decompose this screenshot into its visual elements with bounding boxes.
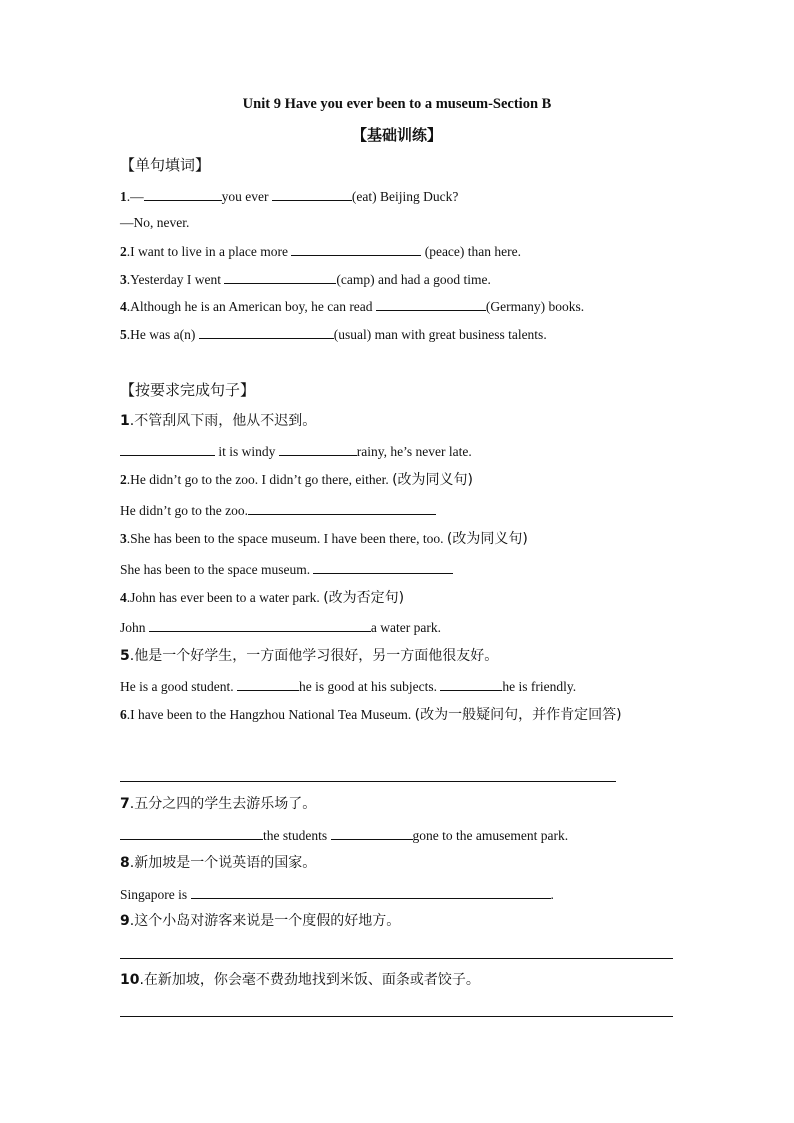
- answer-blank[interactable]: [199, 325, 334, 339]
- question-number: 9: [120, 913, 130, 929]
- answer-blank[interactable]: [120, 826, 263, 840]
- question-2-6-prompt: [120, 700, 680, 730]
- answer-blank[interactable]: [291, 242, 421, 256]
- page-title: Unit 9 Have you ever been to a museum-Section B: [242, 96, 552, 112]
- answer-blank[interactable]: [224, 270, 336, 284]
- question-number: 3: [120, 531, 127, 546]
- question-text: he is friendly.: [502, 679, 577, 694]
- question-2-8-prompt: [120, 854, 316, 872]
- question-number: 7: [120, 796, 130, 812]
- question-text: he is good at his subjects.: [299, 679, 441, 694]
- question-text: He is a good student.: [120, 679, 237, 694]
- answer-blank[interactable]: [331, 826, 413, 840]
- question-instruction: (改为同义句): [446, 531, 528, 547]
- answer-blank[interactable]: [237, 677, 299, 691]
- question-number: 3: [120, 272, 127, 287]
- question-text: .—: [126, 189, 144, 204]
- question-2-3-prompt: [120, 530, 528, 548]
- question-2-2-prompt: [120, 471, 473, 489]
- question-number: 1: [120, 413, 130, 429]
- question-text: .在新加坡，你会毫不费劲地找到米饭、面条或者饺子。: [139, 972, 480, 988]
- question-text: (usual) man with great business talents.: [333, 327, 547, 342]
- question-instruction: (改为同义句): [392, 472, 474, 488]
- question-1-1-reply: —No, never.: [120, 215, 190, 230]
- answer-line[interactable]: [120, 781, 616, 782]
- question-number: 5: [120, 648, 130, 664]
- section-heading-fill-words: 【单句填词】: [120, 156, 211, 174]
- question-instruction: (改为否定句): [323, 590, 405, 606]
- question-text: a water park.: [370, 620, 441, 635]
- page-subtitle: 【基础训练】: [351, 126, 442, 144]
- question-text: .五分之四的学生去游乐场了。: [129, 796, 317, 812]
- answer-blank[interactable]: [144, 187, 222, 201]
- answer-blank[interactable]: [376, 297, 486, 311]
- question-2-1-prompt: [120, 412, 316, 430]
- question-text: .She has been to the space museum. I have been there, too.: [126, 531, 447, 546]
- question-2-2-answer: [120, 501, 436, 520]
- question-number: 8: [120, 855, 130, 871]
- question-2-4-answer: [120, 618, 441, 637]
- question-text: She has been to the space museum.: [120, 562, 314, 577]
- question-2-9-prompt: [120, 912, 400, 930]
- answer-blank[interactable]: [313, 560, 453, 574]
- answer-blank[interactable]: [272, 187, 352, 201]
- section-heading-complete-sentences: 【按要求完成句子】: [120, 381, 256, 399]
- question-text: (eat) Beijing Duck?: [351, 189, 459, 204]
- question-2-3-answer: [120, 560, 453, 579]
- question-text: gone to the amusement park.: [412, 828, 569, 843]
- question-number: 4: [120, 590, 127, 605]
- question-text: .新加坡是一个说英语的国家。: [129, 855, 317, 871]
- question-1-5: [120, 325, 547, 344]
- answer-blank[interactable]: [279, 442, 357, 456]
- question-2-10-prompt: [120, 971, 480, 989]
- question-1-4: [120, 297, 584, 316]
- answer-blank[interactable]: [248, 501, 436, 515]
- question-1-2: [120, 242, 521, 261]
- question-1-3: [120, 270, 491, 289]
- answer-line[interactable]: [120, 958, 673, 959]
- question-number: 5: [120, 327, 127, 342]
- question-text: Singapore is: [120, 887, 191, 902]
- answer-blank[interactable]: [120, 442, 215, 456]
- question-text: you ever: [221, 189, 272, 204]
- answer-blank[interactable]: [191, 885, 551, 899]
- question-text: .I have been to the Hangzhou National Tea Museum.: [126, 707, 415, 722]
- question-text: .这个小岛对游客来说是一个度假的好地方。: [129, 913, 401, 929]
- question-1-1: [120, 187, 458, 206]
- question-number: 6: [120, 707, 127, 722]
- question-2-8-answer: [120, 885, 554, 904]
- question-text: .不管刮风下雨，他从不迟到。: [129, 413, 317, 429]
- question-2-5-prompt: [120, 647, 498, 665]
- question-number: 2: [120, 244, 127, 259]
- question-text: .He was a(n): [126, 327, 199, 342]
- question-text: rainy, he’s never late.: [356, 444, 472, 459]
- question-number: 10: [120, 972, 140, 988]
- question-2-5-answer: [120, 677, 576, 696]
- question-text: the students: [263, 828, 331, 843]
- question-2-4-prompt: [120, 589, 404, 607]
- answer-blank[interactable]: [149, 618, 371, 632]
- question-text: .John has ever been to a water park.: [126, 590, 324, 605]
- question-number: 2: [120, 472, 127, 487]
- question-text: John: [120, 620, 149, 635]
- question-text: .他是一个好学生，一方面他学习很好，另一方面他很友好。: [129, 648, 499, 664]
- question-text: .He didn’t go to the zoo. I didn’t go there, either.: [126, 472, 393, 487]
- question-number: 4: [120, 299, 127, 314]
- question-text: (peace) than here.: [421, 244, 522, 259]
- question-text: (camp) and had a good time.: [336, 272, 491, 287]
- answer-blank[interactable]: [440, 677, 502, 691]
- question-2-7-answer: [120, 826, 568, 845]
- question-2-7-prompt: [120, 795, 316, 813]
- question-instruction: (改为一般疑问句，并作肯定回答): [414, 707, 622, 723]
- question-text: (Germany) books.: [485, 299, 585, 314]
- question-text: .Yesterday I went: [126, 272, 225, 287]
- question-text: He didn’t go to the zoo.: [120, 503, 248, 518]
- question-text: .: [550, 887, 554, 902]
- answer-line[interactable]: [120, 1016, 673, 1017]
- question-text: it is windy: [215, 444, 279, 459]
- question-text: .Although he is an American boy, he can read: [126, 299, 376, 314]
- question-text: .I want to live in a place more: [126, 244, 292, 259]
- question-2-1-answer: [120, 442, 472, 461]
- question-number: 1: [120, 189, 127, 204]
